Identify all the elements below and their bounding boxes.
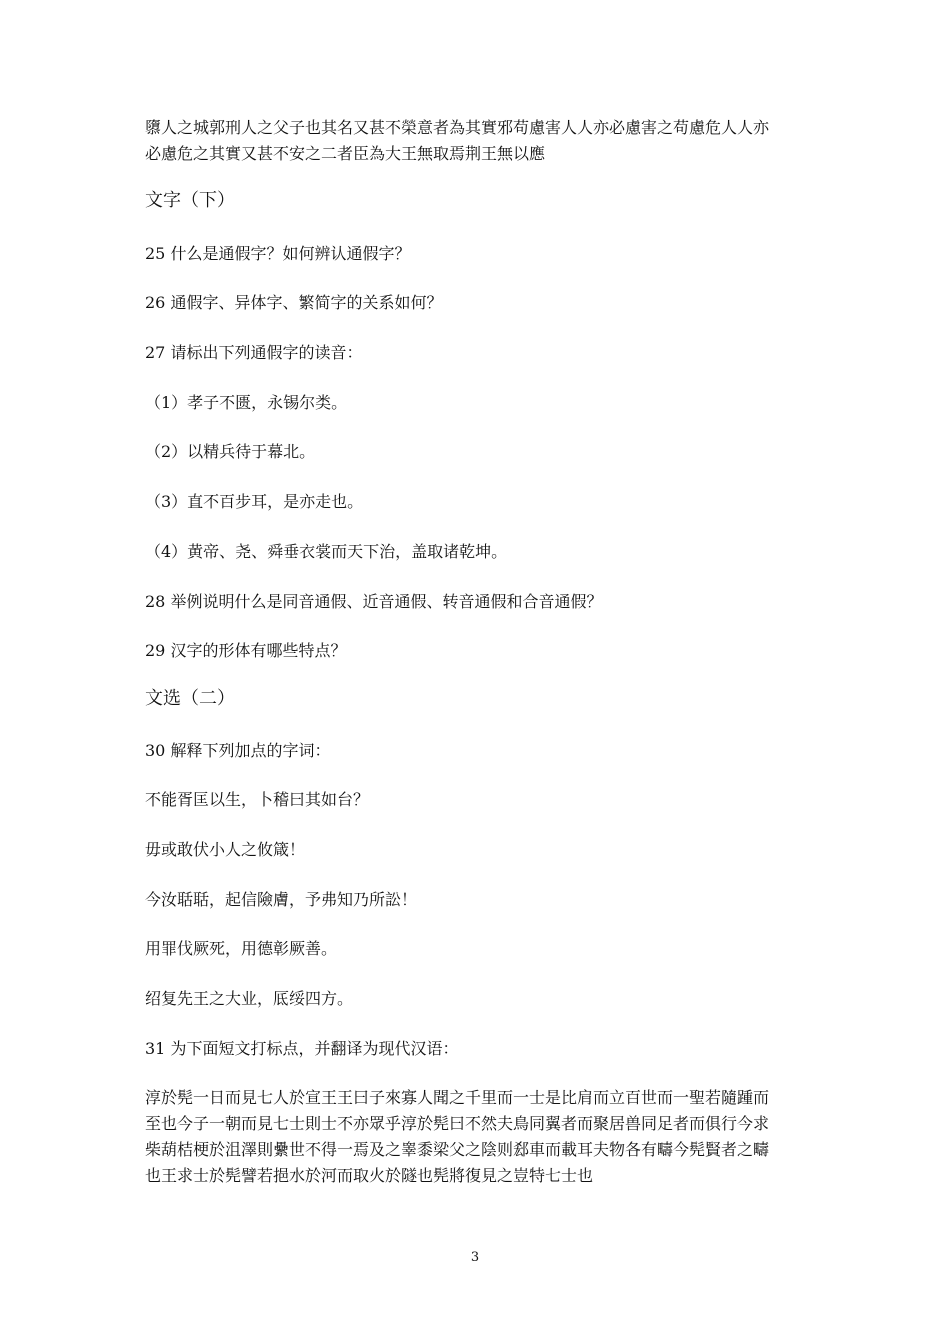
passage-line: 淳於髡一日而見七人於宣王王曰子來寡人聞之千里而一士是比肩而立百世而一聖若隨踵而 [145, 1088, 770, 1107]
question-26: 26 通假字、异体字、繁简字的关系如何？ [145, 293, 443, 312]
question-30: 30 解释下列加点的字词： [145, 741, 331, 760]
question-31: 31 为下面短文打标点，并翻译为现代汉语： [145, 1039, 459, 1058]
q27-item-3: （3）直不百步耳，是亦走也。 [145, 492, 364, 511]
q30-item-3: 今汝聒聒，起信險膚，予弗知乃所訟！ [145, 890, 418, 909]
q30-item-1: 不能胥匡以生，卜稽曰其如台？ [145, 790, 370, 809]
question-29: 29 汉字的形体有哪些特点？ [145, 641, 347, 660]
section-heading-selections: 文选（二） [145, 688, 235, 709]
section-heading-text: 文字（下） [145, 190, 235, 211]
q30-item-5: 绍复先王之大业，厎绥四方。 [145, 989, 354, 1008]
question-28: 28 举例说明什么是同音通假、近音通假、转音通假和合音通假？ [145, 592, 603, 611]
top-passage [145, 115, 813, 167]
question-27: 27 请标出下列通假字的读音： [145, 343, 363, 362]
passage-line: 隳人之城郭刑人之父子也其名又甚不榮意者為其實邪苟慮害人人亦必慮害之苟慮危人人亦 [145, 118, 770, 137]
q27-item-4: （4）黄帝、尧、舜垂衣裳而天下治，盖取诸乾坤。 [145, 542, 508, 561]
q30-item-2: 毋或敢伏小人之攸箴！ [145, 840, 306, 859]
passage-line: 至也今子一朝而見七士則士不亦眾乎淳於髡曰不然夫鳥同翼者而聚居兽同足者而俱行今求 [145, 1114, 770, 1133]
question-25: 25 什么是通假字？如何辨认通假字？ [145, 244, 411, 263]
q27-item-1: （1）孝子不匮，永锡尔类。 [145, 393, 348, 412]
page-number: 3 [470, 1250, 480, 1265]
passage-line: 也王求士於髡譬若挹水於河而取火於隧也髡將復見之豈特七士也 [145, 1166, 594, 1185]
q27-item-2: （2）以精兵待于幕北。 [145, 442, 316, 461]
q30-item-4: 用罪伐厥死，用德彰厥善。 [145, 939, 338, 958]
bottom-passage [145, 1085, 813, 1189]
passage-line: 柴葫桔梗於沮澤則纍世不得一焉及之睾黍梁父之陰则郄車而載耳夫物各有疇今髡賢者之疇 [145, 1140, 770, 1159]
passage-line: 必慮危之其實又甚不安之二者臣為大王無取焉荆王無以應 [145, 144, 546, 163]
